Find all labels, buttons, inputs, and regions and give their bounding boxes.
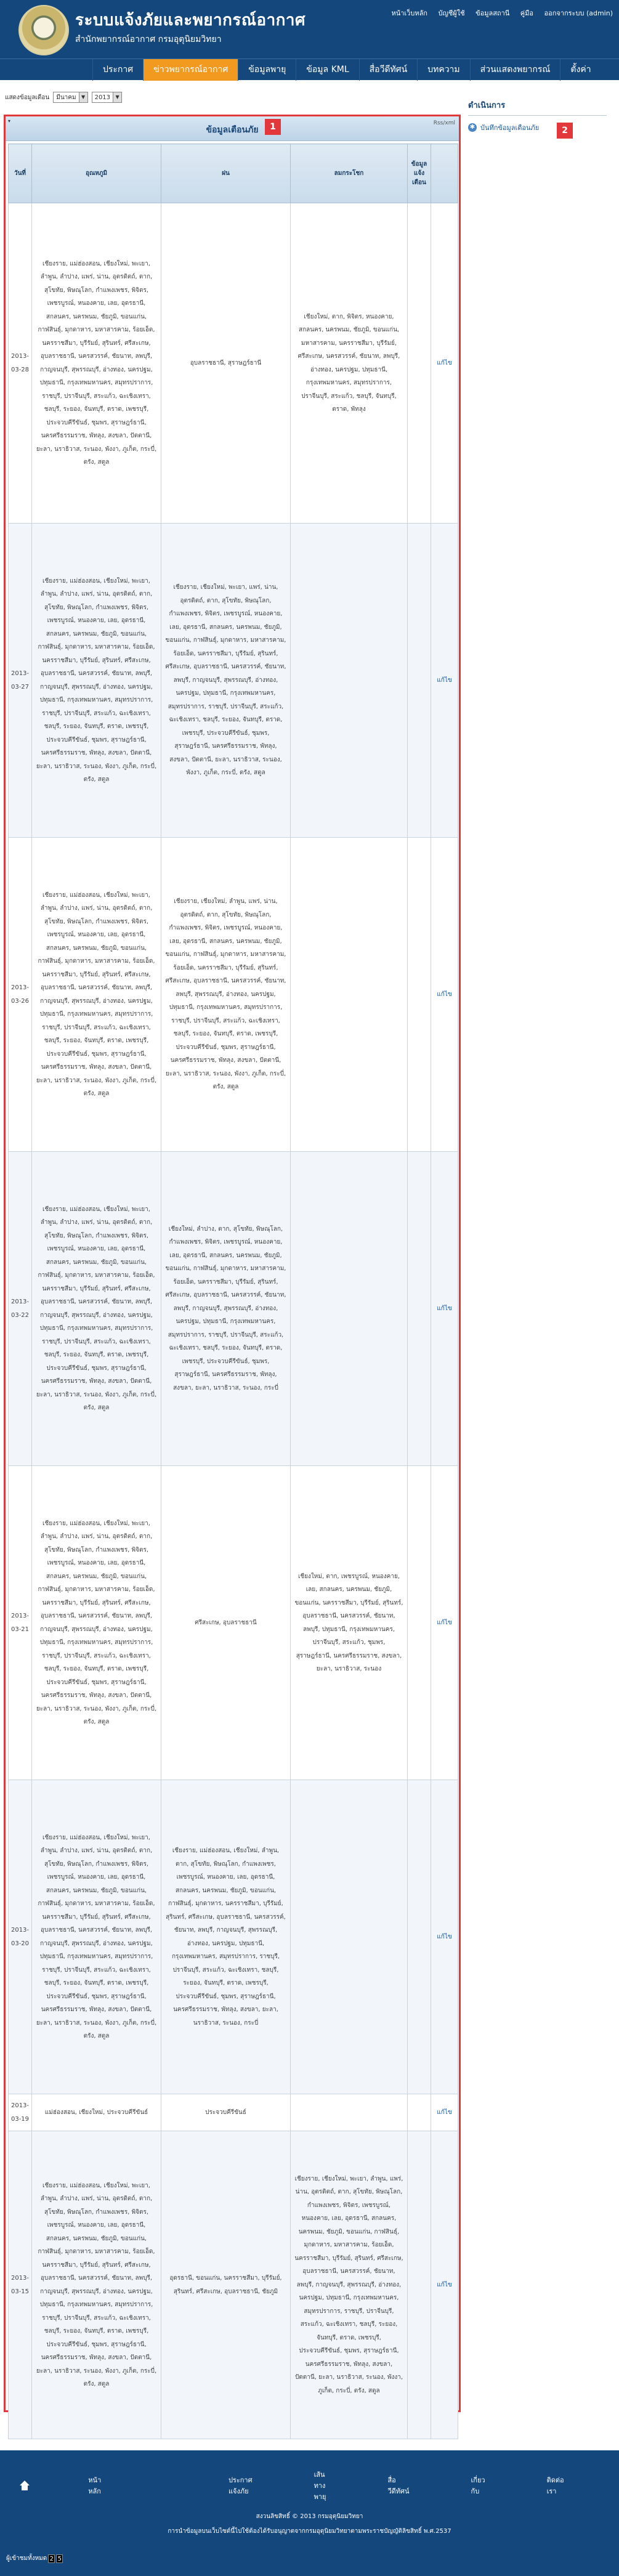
- col-header-wind[interactable]: ลมกระโชก: [291, 144, 408, 203]
- table-header-row: [9, 144, 458, 203]
- row-wind: เชียงใหม่, ตาก, พิจิตร, หนองคาย, สกลนคร, นครพนม, ชัยภูมิ, ขอนแก่น, มหาสารคาม, นครราชสีมา, บุรีรัมย์, ศรีสะเกษ, นครสวรรค์, ชัยนาท, ลพบุรี, อ่างทอง, นครปฐม, ปทุมธานี, กรุงเทพมหานคร, สมุทรปราการ, ปราจีนบุรี, สระแก้ว, ชลบุรี, จันทบุรี, ตราด, พัทลุง: [291, 203, 408, 524]
- row-date: 2013-03-27: [9, 524, 32, 838]
- month-select[interactable]: [53, 92, 87, 103]
- row-date: 2013-03-15: [9, 2131, 32, 2439]
- row-temp: เชียงราย, แม่ฮ่องสอน, เชียงใหม่, พะเยา, ลำพูน, ลำปาง, แพร่, น่าน, อุตรดิตถ์, ตาก, สุโขทัย, พิษณุโลก, กำแพงเพชร, พิจิตร, เพชรบูรณ์, หนองคาย, เลย, อุดรธานี, สกลนคร, นครพนม, ชัยภูมิ, ขอนแก่น, กาฬสินธุ์, มุกดาหาร, มหาสารคาม, ร้อยเอ็ด, นครราชสีมา, บุรีรัมย์, สุรินทร์, ศรีสะเกษ, อุบลราชธานี, นครสวรรค์, ชัยนาท, ลพบุรี, กาญจนบุรี, สุพรรณบุรี, อ่างทอง, นครปฐม, ปทุมธานี, กรุงเทพมหานคร, สมุทรปราการ, ราชบุรี, ปราจีนบุรี, สระแก้ว, ฉะเชิงเทรา, ชลบุรี, ระยอง, จันทบุรี, ตราด, เพชรบุรี, ประจวบคีรีขันธ์, ชุมพร, สุราษฎร์ธานี, นครศรีธรรมราช, พัทลุง, สงขลา, ปัตตานี, ยะลา, นราธิวาส, ระนอง, พังงา, ภูเก็ต, กระบี่, ตรัง, สตูล: [32, 203, 161, 524]
- nav-item-settings[interactable]: ตั้งค่า: [560, 59, 601, 81]
- nav-item-forecast-news[interactable]: ข่าวพยากรณ์อากาศ: [143, 59, 238, 81]
- table-row: [9, 1780, 458, 2094]
- footer-links: [18, 2469, 619, 2502]
- footer-link-about[interactable]: เกี่ยวกับ: [471, 2476, 485, 2495]
- toplink-manual[interactable]: คู่มือ: [520, 9, 534, 17]
- row-wind: เชียงใหม่, ตาก, เพชรบูรณ์, หนองคาย, เลย, สกลนคร, นครพนม, ชัยภูมิ, ขอนแก่น, นครราชสีมา, บุรีรัมย์, สุรินทร์, อุบลราชธานี, นครสวรรค์, ชัยนาท, ลพบุรี, ปทุมธานี, กรุงเทพมหานคร, ปราจีนบุรี, สระแก้ว, ชุมพร, สุราษฎร์ธานี, นครศรีธรรมราช, สงขลา, ยะลา, นราธิวาส, ระนอง: [291, 1466, 408, 1780]
- col-header-rain[interactable]: ฝน: [161, 144, 291, 203]
- nav-item-article[interactable]: บทความ: [417, 59, 469, 81]
- row-date: 2013-03-22: [9, 1152, 32, 1466]
- annotation-badge-1: 1: [265, 119, 281, 135]
- site-header: [0, 0, 619, 59]
- add-warning-link[interactable]: [468, 122, 607, 133]
- row-rain: เชียงราย, แม่ฮ่องสอน, เชียงใหม่, ลำพูน, ตาก, สุโขทัย, พิษณุโลก, กำแพงเพชร, เพชรบูรณ์, หนองคาย, เลย, อุดรธานี, สกลนคร, นครพนม, ชัยภูมิ, ขอนแก่น, กาฬสินธุ์, มุกดาหาร, นครราชสีมา, บุรีรัมย์, สุรินทร์, ศรีสะเกษ, อุบลราชธานี, นครสวรรค์, ชัยนาท, ลพบุรี, กาญจนบุรี, สุพรรณบุรี, อ่างทอง, นครปฐม, ปทุมธานี, กรุงเทพมหานคร, สมุทรปราการ, ราชบุรี, ปราจีนบุรี, สระแก้ว, ฉะเชิงเทรา, ชลบุรี, ระยอง, จันทบุรี, ตราด, เพชรบุรี, ประจวบคีรีขันธ์, ชุมพร, สุราษฎร์ธานี, นครศรีธรรมราช, พัทลุง, สงขลา, ยะลา, นราธิวาส, ระนอง, กระบี่: [161, 1780, 291, 2094]
- row-rain: อุดรธานี, ขอนแก่น, นครราชสีมา, บุรีรัมย์, สุรินทร์, ศรีสะเกษ, อุบลราชธานี, ชัยภูมิ: [161, 2131, 291, 2439]
- row-edit-link[interactable]: แก้ไข: [431, 203, 458, 524]
- row-wind: [291, 524, 408, 838]
- row-alert: [408, 1152, 431, 1466]
- table-row: [9, 203, 458, 524]
- row-temp: เชียงราย, แม่ฮ่องสอน, เชียงใหม่, พะเยา, ลำพูน, ลำปาง, แพร่, น่าน, อุตรดิตถ์, ตาก, สุโขทัย, พิษณุโลก, กำแพงเพชร, พิจิตร, เพชรบูรณ์, หนองคาย, เลย, อุดรธานี, สกลนคร, นครพนม, ชัยภูมิ, ขอนแก่น, กาฬสินธุ์, มุกดาหาร, มหาสารคาม, ร้อยเอ็ด, นครราชสีมา, บุรีรัมย์, สุรินทร์, ศรีสะเกษ, อุบลราชธานี, นครสวรรค์, ชัยนาท, ลพบุรี, กาญจนบุรี, สุพรรณบุรี, อ่างทอง, นครปฐม, ปทุมธานี, กรุงเทพมหานคร, สมุทรปราการ, ราชบุรี, ปราจีนบุรี, สระแก้ว, ฉะเชิงเทรา, ชลบุรี, ระยอง, จันทบุรี, ตราด, เพชรบุรี, ประจวบคีรีขันธ์, ชุมพร, สุราษฎร์ธานี, นครศรีธรรมราช, พัทลุง, สงขลา, ปัตตานี, ยะลา, นราธิวาส, ระนอง, พังงา, ภูเก็ต, กระบี่, ตรัง, สตูล: [32, 1152, 161, 1466]
- table-wrap: [6, 141, 459, 2442]
- row-alert: [408, 1466, 431, 1780]
- site-footer: [0, 2450, 619, 2576]
- sidebar: [468, 99, 607, 133]
- home-icon: [18, 2481, 26, 2490]
- footer-link-home-label: หน้าหลัก: [88, 2476, 102, 2495]
- collapse-icon[interactable]: ▾: [8, 118, 11, 124]
- row-edit-link[interactable]: แก้ไข: [431, 838, 458, 1152]
- tmd-logo-icon[interactable]: [18, 5, 69, 55]
- panel-header: [6, 116, 459, 141]
- footer-link-storm[interactable]: เส้นทางพายุ: [314, 2471, 326, 2501]
- chevron-down-icon[interactable]: ▼: [113, 92, 121, 102]
- annotation-badge-2: 2: [557, 123, 573, 139]
- counter-digit: 5: [56, 2554, 63, 2563]
- counter-digit: 2: [48, 2554, 55, 2563]
- col-header-date[interactable]: วันที่: [9, 144, 32, 203]
- row-rain: ศรีสะเกษ, อุบลราชธานี: [161, 1466, 291, 1780]
- footer-link-home[interactable]: [18, 2469, 167, 2502]
- nav-item-storm[interactable]: ข้อมูลพายุ: [238, 59, 296, 81]
- toplink-logout[interactable]: ออกจากระบบ (admin): [544, 9, 613, 17]
- row-alert: [408, 203, 431, 524]
- row-wind: [291, 1152, 408, 1466]
- row-wind: [291, 838, 408, 1152]
- row-alert: [408, 524, 431, 838]
- footer-link-video[interactable]: สื่อวีดีทัศน์: [387, 2476, 410, 2495]
- col-header-alert[interactable]: ข้อมูลแจ้งเตือน: [408, 144, 431, 203]
- row-temp: แม่ฮ่องสอน, เชียงใหม่, ประจวบคีรีขันธ์: [32, 2094, 161, 2131]
- add-warning-label: บันทึกข้อมูลเตือนภัย: [480, 124, 540, 132]
- row-date: 2013-03-20: [9, 1780, 32, 2094]
- visitor-counter: [6, 2554, 63, 2563]
- col-header-action: [431, 144, 458, 203]
- row-temp: เชียงราย, แม่ฮ่องสอน, เชียงใหม่, พะเยา, ลำพูน, ลำปาง, แพร่, น่าน, อุตรดิตถ์, ตาก, สุโขทัย, พิษณุโลก, กำแพงเพชร, พิจิตร, เพชรบูรณ์, หนองคาย, เลย, อุดรธานี, สกลนคร, นครพนม, ชัยภูมิ, ขอนแก่น, กาฬสินธุ์, มุกดาหาร, มหาสารคาม, ร้อยเอ็ด, นครราชสีมา, บุรีรัมย์, สุรินทร์, ศรีสะเกษ, อุบลราชธานี, นครสวรรค์, ชัยนาท, ลพบุรี, กาญจนบุรี, สุพรรณบุรี, อ่างทอง, นครปฐม, ปทุมธานี, กรุงเทพมหานคร, สมุทรปราการ, ราชบุรี, ปราจีนบุรี, สระแก้ว, ฉะเชิงเทรา, ชลบุรี, ระยอง, จันทบุรี, ตราด, เพชรบุรี, ประจวบคีรีขันธ์, ชุมพร, สุราษฎร์ธานี, นครศรีธรรมราช, พัทลุง, สงขลา, ปัตตานี, ยะลา, นราธิวาส, ระนอง, พังงา, ภูเก็ต, กระบี่, ตรัง, สตูล: [32, 2131, 161, 2439]
- toplink-home[interactable]: หน้าเว็บหลัก: [391, 9, 427, 17]
- row-temp: เชียงราย, แม่ฮ่องสอน, เชียงใหม่, พะเยา, ลำพูน, ลำปาง, แพร่, น่าน, อุตรดิตถ์, ตาก, สุโขทัย, พิษณุโลก, กำแพงเพชร, พิจิตร, เพชรบูรณ์, หนองคาย, เลย, อุดรธานี, สกลนคร, นครพนม, ชัยภูมิ, ขอนแก่น, กาฬสินธุ์, มุกดาหาร, มหาสารคาม, ร้อยเอ็ด, นครราชสีมา, บุรีรัมย์, สุรินทร์, ศรีสะเกษ, อุบลราชธานี, นครสวรรค์, ชัยนาท, ลพบุรี, กาญจนบุรี, สุพรรณบุรี, อ่างทอง, นครปฐม, ปทุมธานี, กรุงเทพมหานคร, สมุทรปราการ, ราชบุรี, ปราจีนบุรี, สระแก้ว, ฉะเชิงเทรา, ชลบุรี, ระยอง, จันทบุรี, ตราด, เพชรบุรี, ประจวบคีรีขันธ์, ชุมพร, สุราษฎร์ธานี, นครศรีธรรมราช, พัทลุง, สงขลา, ปัตตานี, ยะลา, นราธิวาส, ระนอง, พังงา, ภูเก็ต, กระบี่, ตรัง, สตูล: [32, 524, 161, 838]
- site-title: ระบบแจ้งภัยและพยากรณ์อากาศ: [75, 11, 306, 30]
- row-date: 2013-03-19: [9, 2094, 32, 2131]
- row-edit-link[interactable]: แก้ไข: [431, 1466, 458, 1780]
- row-edit-link[interactable]: แก้ไข: [431, 2094, 458, 2131]
- nav-item-forecast-display[interactable]: ส่วนแสดงพยากรณ์: [470, 59, 560, 81]
- table-row: [9, 1466, 458, 1780]
- row-edit-link[interactable]: แก้ไข: [431, 1152, 458, 1466]
- month-filter: [5, 91, 122, 103]
- gear-icon: ✱: [468, 123, 477, 132]
- footer-link-contact[interactable]: ติดต่อเรา: [546, 2476, 564, 2495]
- year-value: 2013: [94, 94, 111, 101]
- table-row: [9, 838, 458, 1152]
- sidebar-title: ดำเนินการ: [468, 99, 607, 116]
- row-edit-link[interactable]: แก้ไข: [431, 1780, 458, 2094]
- warning-table: [8, 144, 458, 2439]
- row-rain: เชียงใหม่, ลำปาง, ตาก, สุโขทัย, พิษณุโลก, กำแพงเพชร, พิจิตร, เพชรบูรณ์, หนองคาย, เลย, อุดรธานี, สกลนคร, นครพนม, ชัยภูมิ, ขอนแก่น, กาฬสินธุ์, มุกดาหาร, มหาสารคาม, ร้อยเอ็ด, นครราชสีมา, บุรีรัมย์, สุรินทร์, ศรีสะเกษ, อุบลราชธานี, นครสวรรค์, ชัยนาท, ลพบุรี, กาญจนบุรี, สุพรรณบุรี, อ่างทอง, นครปฐม, ปทุมธานี, กรุงเทพมหานคร, สมุทรปราการ, ราชบุรี, ปราจีนบุรี, สระแก้ว, ฉะเชิงเทรา, ชลบุรี, ระยอง, จันทบุรี, ตราด, เพชรบุรี, ประจวบคีรีขันธ์, ชุมพร, สุราษฎร์ธานี, นครศรีธรรมราช, พัทลุง, สงขลา, ยะลา, นราธิวาส, ระนอง, กระบี่: [161, 1152, 291, 1466]
- counter-label: ผู้เข้าชมทั้งหมด: [6, 2555, 47, 2562]
- rss-link[interactable]: Rss/xml: [433, 120, 455, 126]
- row-wind: เชียงราย, เชียงใหม่, พะเยา, ลำพูน, แพร่, น่าน, อุตรดิตถ์, ตาก, สุโขทัย, พิษณุโลก, กำแพงเพชร, พิจิตร, เพชรบูรณ์, หนองคาย, เลย, อุดรธานี, สกลนคร, นครพนม, ชัยภูมิ, ขอนแก่น, กาฬสินธุ์, มุกดาหาร, มหาสารคาม, ร้อยเอ็ด, นครราชสีมา, บุรีรัมย์, สุรินทร์, ศรีสะเกษ, อุบลราชธานี, นครสวรรค์, ชัยนาท, ลพบุรี, กาญจนบุรี, สุพรรณบุรี, อ่างทอง, นครปฐม, ปทุมธานี, กรุงเทพมหานคร, สมุทรปราการ, ราชบุรี, ปราจีนบุรี, สระแก้ว, ฉะเชิงเทรา, ชลบุรี, ระยอง, จันทบุรี, ตราด, เพชรบุรี, ประจวบคีรีขันธ์, ชุมพร, สุราษฎร์ธานี, นครศรีธรรมราช, พัทลุง, สงขลา, ปัตตานี, ยะลา, นราธิวาส, ระนอง, พังงา, ภูเก็ต, กระบี่, ตรัง, สตูล: [291, 2131, 408, 2439]
- row-date: 2013-03-26: [9, 838, 32, 1152]
- toplink-account[interactable]: บัญชีผู้ใช้: [438, 9, 465, 17]
- year-select[interactable]: [92, 92, 122, 103]
- row-date: 2013-03-28: [9, 203, 32, 524]
- row-rain: เชียงราย, เชียงใหม่, ลำพูน, แพร่, น่าน, อุตรดิตถ์, ตาก, สุโขทัย, พิษณุโลก, กำแพงเพชร, พิจิตร, เพชรบูรณ์, หนองคาย, เลย, อุดรธานี, สกลนคร, นครพนม, ชัยภูมิ, ขอนแก่น, กาฬสินธุ์, มุกดาหาร, มหาสารคาม, ร้อยเอ็ด, นครราชสีมา, บุรีรัมย์, สุรินทร์, ศรีสะเกษ, อุบลราชธานี, นครสวรรค์, ชัยนาท, ลพบุรี, สุพรรณบุรี, อ่างทอง, นครปฐม, ปทุมธานี, กรุงเทพมหานคร, สมุทรปราการ, ราชบุรี, ปราจีนบุรี, สระแก้ว, ฉะเชิงเทรา, ชลบุรี, ระยอง, จันทบุรี, ตราด, เพชรบุรี, ประจวบคีรีขันธ์, ชุมพร, สุราษฎร์ธานี, นครศรีธรรมราช, พัทลุง, สงขลา, ปัตตานี, ยะลา, นราธิวาส, ระนอง, พังงา, ภูเก็ต, กระบี่, ตรัง, สตูล: [161, 838, 291, 1152]
- row-rain: ประจวบคีรีขันธ์: [161, 2094, 291, 2131]
- month-value: มีนาคม: [56, 94, 76, 101]
- site-subtitle: สำนักพยากรณ์อากาศ กรมอุตุนิยมวิทยา: [75, 34, 222, 44]
- row-wind: [291, 2094, 408, 2131]
- row-wind: [291, 1780, 408, 2094]
- row-temp: เชียงราย, แม่ฮ่องสอน, เชียงใหม่, พะเยา, ลำพูน, ลำปาง, แพร่, น่าน, อุตรดิตถ์, ตาก, สุโขทัย, พิษณุโลก, กำแพงเพชร, พิจิตร, เพชรบูรณ์, หนองคาย, เลย, อุดรธานี, สกลนคร, นครพนม, ชัยภูมิ, ขอนแก่น, กาฬสินธุ์, มุกดาหาร, มหาสารคาม, ร้อยเอ็ด, นครราชสีมา, บุรีรัมย์, สุรินทร์, ศรีสะเกษ, อุบลราชธานี, นครสวรรค์, ชัยนาท, ลพบุรี, กาญจนบุรี, สุพรรณบุรี, อ่างทอง, นครปฐม, ปทุมธานี, กรุงเทพมหานคร, สมุทรปราการ, ราชบุรี, ปราจีนบุรี, สระแก้ว, ฉะเชิงเทรา, ชลบุรี, ระยอง, จันทบุรี, ตราด, เพชรบุรี, ประจวบคีรีขันธ์, ชุมพร, สุราษฎร์ธานี, นครศรีธรรมราช, พัทลุง, สงขลา, ปัตตานี, ยะลา, นราธิวาส, ระนอง, พังงา, ภูเก็ต, กระบี่, ตรัง, สตูล: [32, 1466, 161, 1780]
- row-edit-link[interactable]: แก้ไข: [431, 524, 458, 838]
- table-row: [9, 2094, 458, 2131]
- table-row: [9, 2131, 458, 2439]
- row-edit-link[interactable]: แก้ไข: [431, 2131, 458, 2439]
- row-date: 2013-03-21: [9, 1466, 32, 1780]
- table-row: [9, 1152, 458, 1466]
- table-row: [9, 524, 458, 838]
- panel-title: ข้อมูลเตือนภัย: [206, 125, 259, 135]
- row-temp: เชียงราย, แม่ฮ่องสอน, เชียงใหม่, พะเยา, ลำพูน, ลำปาง, แพร่, น่าน, อุตรดิตถ์, ตาก, สุโขทัย, พิษณุโลก, กำแพงเพชร, พิจิตร, เพชรบูรณ์, หนองคาย, เลย, อุดรธานี, สกลนคร, นครพนม, ชัยภูมิ, ขอนแก่น, กาฬสินธุ์, มุกดาหาร, มหาสารคาม, ร้อยเอ็ด, นครราชสีมา, บุรีรัมย์, สุรินทร์, ศรีสะเกษ, อุบลราชธานี, นครสวรรค์, ชัยนาท, ลพบุรี, กาญจนบุรี, สุพรรณบุรี, อ่างทอง, นครปฐม, ปทุมธานี, กรุงเทพมหานคร, สมุทรปราการ, ราชบุรี, ปราจีนบุรี, สระแก้ว, ฉะเชิงเทรา, ชลบุรี, ระยอง, จันทบุรี, ตราด, เพชรบุรี, ประจวบคีรีขันธ์, ชุมพร, สุราษฎร์ธานี, นครศรีธรรมราช, พัทลุง, สงขลา, ปัตตานี, ยะลา, นราธิวาส, ระนอง, พังงา, ภูเก็ต, กระบี่, ตรัง, สตูล: [32, 1780, 161, 2094]
- main-nav: [0, 59, 619, 80]
- col-header-temp[interactable]: อุณหภูมิ: [32, 144, 161, 203]
- row-rain: อุบลราชธานี, สุราษฎร์ธานี: [161, 203, 291, 524]
- row-alert: [408, 2131, 431, 2439]
- footer-link-announce[interactable]: ประกาศแจ้งภัย: [228, 2476, 253, 2495]
- row-alert: [408, 1780, 431, 2094]
- row-rain: เชียงราย, เชียงใหม่, พะเยา, แพร่, น่าน, อุตรดิตถ์, ตาก, สุโขทัย, พิษณุโลก, กำแพงเพชร, พิจิตร, เพชรบูรณ์, หนองคาย, เลย, อุดรธานี, สกลนคร, นครพนม, ชัยภูมิ, ขอนแก่น, กาฬสินธุ์, มุกดาหาร, มหาสารคาม, ร้อยเอ็ด, นครราชสีมา, บุรีรัมย์, สุรินทร์, ศรีสะเกษ, อุบลราชธานี, นครสวรรค์, ชัยนาท, ลพบุรี, กาญจนบุรี, สุพรรณบุรี, อ่างทอง, นครปฐม, ปทุมธานี, กรุงเทพมหานคร, สมุทรปราการ, ราชบุรี, ปราจีนบุรี, สระแก้ว, ฉะเชิงเทรา, ชลบุรี, ระยอง, จันทบุรี, ตราด, เพชรบุรี, ประจวบคีรีขันธ์, ชุมพร, สุราษฎร์ธานี, นครศรีธรรมราช, พัทลุง, สงขลา, ปัตตานี, ยะลา, นราธิวาส, ระนอง, พังงา, ภูเก็ต, กระบี่, ตรัง, สตูล: [161, 524, 291, 838]
- row-temp: เชียงราย, แม่ฮ่องสอน, เชียงใหม่, พะเยา, ลำพูน, ลำปาง, แพร่, น่าน, อุตรดิตถ์, ตาก, สุโขทัย, พิษณุโลก, กำแพงเพชร, พิจิตร, เพชรบูรณ์, หนองคาย, เลย, อุดรธานี, สกลนคร, นครพนม, ชัยภูมิ, ขอนแก่น, กาฬสินธุ์, มุกดาหาร, มหาสารคาม, ร้อยเอ็ด, นครราชสีมา, บุรีรัมย์, สุรินทร์, ศรีสะเกษ, อุบลราชธานี, นครสวรรค์, ชัยนาท, ลพบุรี, กาญจนบุรี, สุพรรณบุรี, อ่างทอง, นครปฐม, ปทุมธานี, กรุงเทพมหานคร, สมุทรปราการ, ราชบุรี, ปราจีนบุรี, สระแก้ว, ฉะเชิงเทรา, ชลบุรี, ระยอง, จันทบุรี, ตราด, เพชรบุรี, ประจวบคีรีขันธ์, ชุมพร, สุราษฎร์ธานี, นครศรีธรรมราช, พัทลุง, สงขลา, ปัตตานี, ยะลา, นราธิวาส, ระนอง, พังงา, ภูเก็ต, กระบี่, ตรัง, สตูล: [32, 838, 161, 1152]
- nav-item-video[interactable]: สื่อวีดีทัศน์: [359, 59, 418, 81]
- nav-item-announce[interactable]: ประกาศ: [92, 59, 143, 81]
- chevron-down-icon[interactable]: ▼: [79, 92, 87, 102]
- toplink-station[interactable]: ข้อมูลสถานี: [475, 9, 510, 17]
- warning-data-panel: [4, 115, 461, 2412]
- row-alert: [408, 838, 431, 1152]
- nav-item-kml[interactable]: ข้อมูล KML: [296, 59, 358, 81]
- footer-note: การนำข้อมูลบนเว็บไซต์นี้ไปใช้ต้องได้รับอนุญาตจากกรมอุตุนิยมวิทยาตามพระราชบัญญัติลิขสิทธิ์ พ.ศ.2537: [168, 2528, 451, 2535]
- row-alert: [408, 2094, 431, 2131]
- filter-label: แสดงข้อมูลเดือน: [5, 94, 50, 101]
- top-links: [382, 7, 613, 18]
- footer-copyright: สงวนลิขสิทธิ์ © 2013 กรมอุตุนิยมวิทยา: [256, 2513, 363, 2520]
